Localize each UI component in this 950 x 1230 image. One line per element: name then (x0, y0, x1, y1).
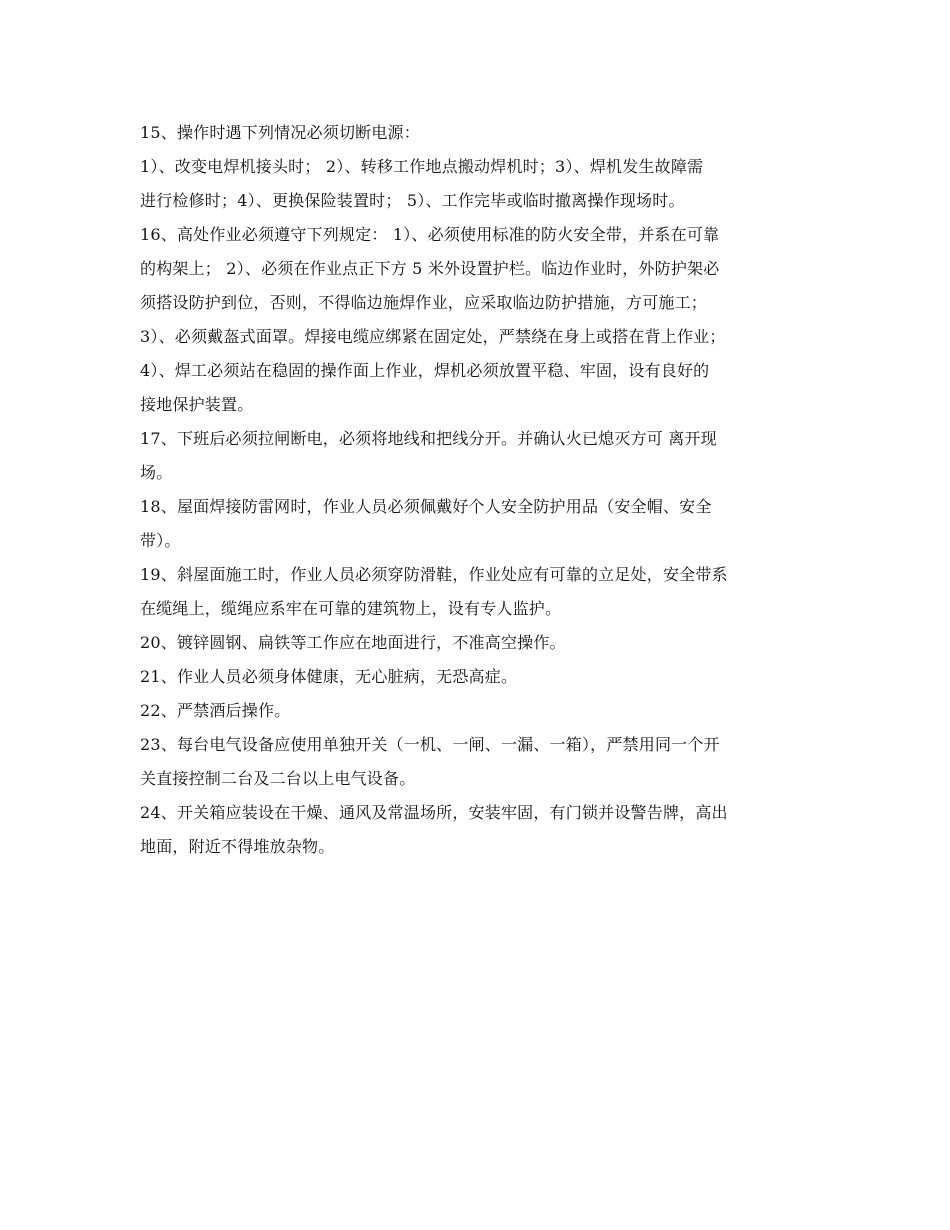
text-line-item-23-line-1: 23、每台电气设备应使用单独开关（一机、一闸、一漏、一箱），严禁用同一个开 (140, 735, 720, 754)
text-line-item-15-line-2: 进行检修时；4）、更换保险装置时； 5）、工作完毕或临时撤离操作现场时。 (140, 191, 685, 210)
text-line-item-16-line-3: 须搭设防护到位，否则，不得临边施焊作业，应采取临边防护措施，方可施工； (140, 293, 708, 312)
text-line-item-16-line-5: 4）、焊工必须站在稳固的操作面上作业，焊机必须放置平稳、牢固，设有良好的 (140, 361, 710, 380)
text-line-item-17-line-1: 17、下班后必须拉闸断电，必须将地线和把线分开。并确认火已熄灭方可 离开现 (140, 429, 717, 448)
text-line-item-16-line-1: 16、高处作业必须遵守下列规定： 1）、必须使用标准的防火安全带，并系在可靠 (140, 225, 720, 244)
text-line-item-19-line-2: 在缆绳上，缆绳应系牢在可靠的建筑物上，设有专人监护。 (140, 599, 562, 618)
text-line-item-17-line-2: 场。 (140, 463, 173, 482)
text-line-item-24-line-2: 地面，附近不得堆放杂物。 (140, 837, 335, 856)
text-line-item-18-line-1: 18、屋面焊接防雷网时，作业人员必须佩戴好个人安全防护用品（安全帽、安全 (140, 497, 712, 516)
text-line-item-15-header: 15、操作时遇下列情况必须切断电源： (140, 123, 420, 142)
text-line-item-15-line-1: 1）、改变电焊机接头时； 2）、转移工作地点搬动焊机时；3）、焊机发生故障需 (140, 157, 704, 176)
text-line-item-22: 22、严禁酒后操作。 (140, 701, 291, 720)
document-body (140, 116, 820, 864)
text-line-item-16-line-2: 的构架上； 2）、必须在作业点正下方 5 米外设置护栏。临边作业时，外防护架必 (140, 259, 720, 278)
text-line-item-18-line-2: 带）。 (140, 531, 181, 550)
text-line-item-23-line-2: 关直接控制二台及二台以上电气设备。 (140, 769, 416, 788)
text-line-item-16-line-6: 接地保护装置。 (140, 395, 254, 414)
text-line-item-19-line-1: 19、斜屋面施工时，作业人员必须穿防滑鞋，作业处应有可靠的立足处，安全带系 (140, 565, 728, 584)
text-line-item-21: 21、作业人员必须身体健康，无心脏病，无恐高症。 (140, 667, 518, 686)
text-line-item-16-line-4: 3）、必须戴盔式面罩。焊接电缆应绑紧在固定处，严禁绕在身上或搭在背上作业； (140, 327, 726, 346)
text-line-item-24-line-1: 24、开关箱应装设在干燥、通风及常温场所，安装牢固，有门锁并设警告牌，高出 (140, 803, 728, 822)
text-line-item-20: 20、镀锌圆钢、扁铁等工作应在地面进行，不准高空操作。 (140, 633, 566, 652)
